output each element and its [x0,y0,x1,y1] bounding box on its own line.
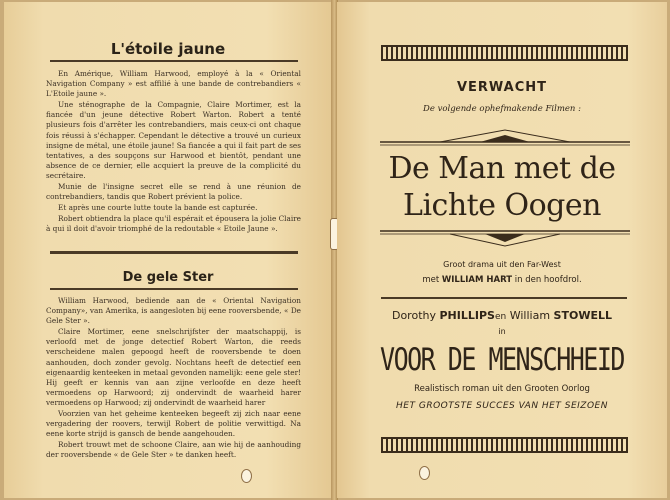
film2-cast [337,309,667,322]
cast-joiner: en [494,312,507,322]
film1-title-line1: De Man met de [388,151,616,186]
film1-star-line [337,275,667,285]
section-divider [50,251,298,254]
film2-tagline: HET GROOTSTE SUCCES VAN HET SEIZOEN [396,401,608,411]
announcement-heading: VERWACHT [456,80,548,95]
title-rule-top [50,60,298,62]
decorative-band-top [381,45,628,61]
punch-hole-left [241,469,252,483]
paragraph: William Harwood, bediende aan de « Oriental Navigation Company», van Amerika, is aangesloten bij eene rooversbende, « De Gele Ster ». [46,296,301,326]
cast-last-1: PHILLIPS [439,309,495,322]
ornament-top [380,126,630,148]
film2-in: in [498,327,506,336]
french-synopsis [46,69,301,236]
announcement-subheading: De volgende ophefmakende Filmen : [423,104,581,114]
paragraph: Et après une courte lutte toute la bande est capturée. [58,203,258,213]
film2-title: VOOR DE MENSCHHEID [380,341,624,378]
paragraph: Robert obtiendra la place qu'il espérait et épousera la jolie Claire à qui il doit d'avoir triomphé de la redoutable « Etoile Jaune ». [46,214,301,234]
paragraph: En Amérique, William Harwood, employé à la « Oriental Navigation Company » est affilié à une bande de contrebandiers « L'Etoile jaune ». [46,69,301,99]
cast-first-2: William [509,309,551,322]
cast-last-2: STOWELL [553,309,612,322]
star-name: WILLIAM HART [441,275,513,285]
section-title-dutch: De gele Ster [122,270,214,285]
section-title-french: L'étoile jaune [110,40,226,58]
title-rule-bottom [50,288,298,290]
paragraph: Munie de l'insigne secret elle se rend à une réunion de contrebandiers, tandis que Robert prévient la police. [46,182,301,202]
right-page [337,2,667,498]
paragraph: Robert trouwt met de schoone Claire, aan wie hij de aanhouding der rooversbende « de Gele Ster » te danken heeft. [46,440,301,460]
decorative-band-bottom [381,437,628,453]
paragraph: Voorzien van het geheime kenteeken begeeft zij zich naar eene vergadering der roovers, terwijl Robert de politie verwittigd. Na eene korte strijd is gansch de bende aangehouden. [46,409,301,439]
paragraph: Une sténographe de la Compagnie, Claire Mortimer, est la fiancée d'un jeune détective Robert Warton. Robert a tenté plusieurs fois d'arrêter les contrebandiers, mais ceux-ci ont chaque fois réussi à s'échapper. Cependant le détective a trouvé un curieux insigne de métal, une étoile jaune! Sa fiancée a qui il fait part de ses tentatives, a des soupçons sur Harwood et bientôt, pendant une absence de ce dernier, elle acquiert la preuve de la complicité du secrétaire. [46,100,301,180]
paragraph: Claire Mortimer, eene snelschrijfster der maatschappij, is verloofd met de jonge detectief Robert Warton, die reeds verscheidene malen gepoogd heeft de rooversbende te doen aanhouden, doch zonder gevolg. Nochtans heeft de detectief een eigenaardig kenteeken in metaal gevonden namelijk: eene gele ster! Hij geeft er kennis van aan zijne verloofde en deze heeft vermoedens op Harwoord; zij ondervindt de waarheid harer vermoedens op Harwood; zij ondervindt de waarheid harer [46,327,301,407]
dutch-synopsis [46,296,301,462]
star-pre: met [422,275,440,285]
separator-rule [381,297,627,299]
punch-hole-right [419,466,430,480]
film2-description: Realistisch roman uit den Grooten Oorlog [414,384,590,394]
star-post: in den hoofdrol. [514,275,582,285]
film1-description: Groot drama uit den Far-West [443,260,561,269]
film1-title-line2: Lichte Oogen [403,188,601,223]
cast-first-1: Dorothy [391,309,436,322]
ornament-bottom [380,228,630,250]
